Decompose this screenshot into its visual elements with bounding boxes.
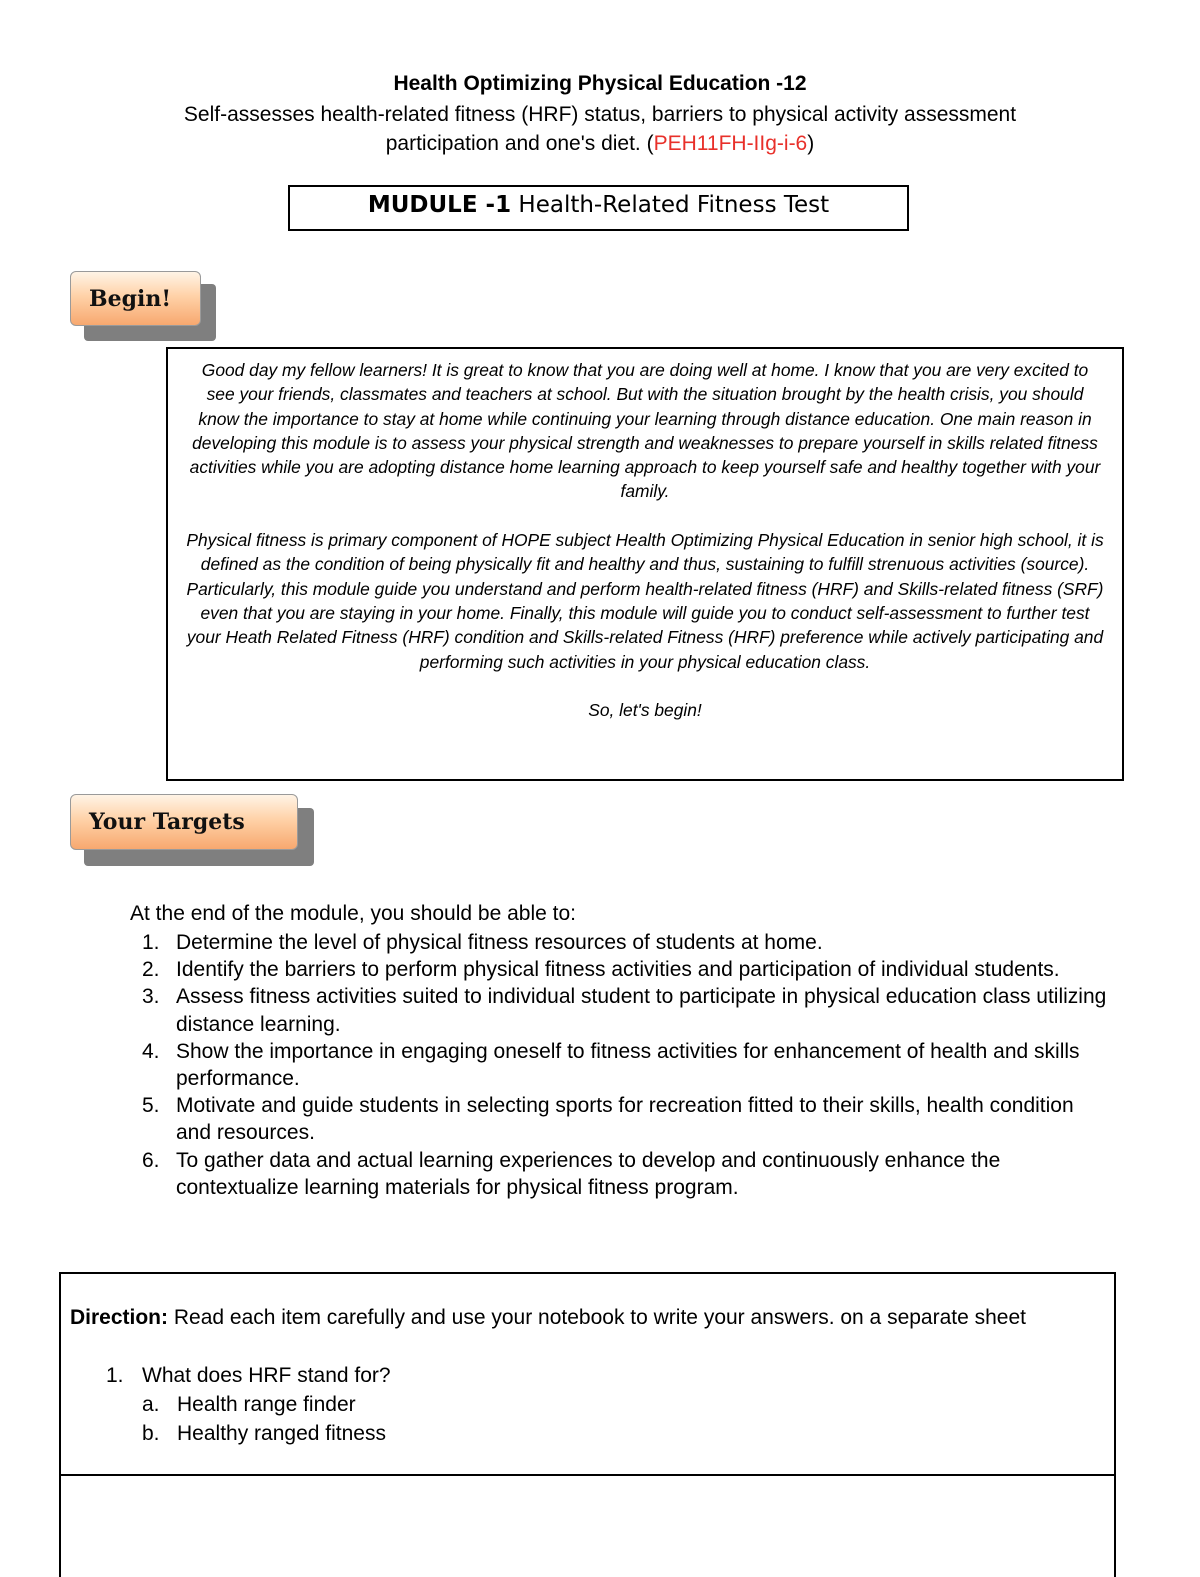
target-item [130,983,1110,1037]
target-number: 5. [142,1094,160,1118]
subtitle-line-1: Self-assesses health-related fitness (HRF) status, barriers to physical activity assessment [183,103,1017,126]
subtitle-line-2 [100,129,1100,158]
target-number: 2. [142,958,160,982]
target-number: 3. [142,985,160,1009]
intro-paragraph-2: Physical fitness is primary component of HOPE subject Health Optimizing Physical Education in senior high school, it is defined as the condition of being physically fit and healthy and thus, sustaining to fulfill strenuous activities (source). Particularly, this module guide you understand and perform health-related fitness (HRF) and Skills-related fitness (SRF) even that you are staying in your home. Finally, this module will guide you to conduct self-assessment to further test your Heath Related Fitness (HRF) condition and Skills-related Fitness (HRF) preference while actively participating and performing such activities in your physical education class. [186,530,1104,672]
document-title: Health Optimizing Physical Education -12 [393,72,807,95]
target-text: To gather data and actual learning experiences to develop and continuously enhance the contextualize learning materials for physical fitness program. [176,1148,1001,1199]
direction-body: Read each item carefully and use your notebook to write your answers. on a separate sheet [168,1306,1027,1329]
module-title: Health-Related Fitness Test [518,192,830,218]
question-item [70,1362,1104,1391]
option-text: Health range finder [177,1393,356,1416]
target-text: Determine the level of physical fitness resources of students at home. [176,931,823,954]
target-item [130,1092,1110,1146]
direction-box-bottom-border [59,1474,1116,1476]
module-title-box [288,185,909,231]
option-letter: a. [142,1393,160,1416]
targets-tag [70,794,298,850]
direction-box [59,1272,1116,1577]
question-number: 1. [106,1364,124,1387]
answer-option [70,1420,1104,1449]
target-number: 1. [142,931,160,954]
target-number: 4. [142,1039,160,1063]
option-text: Healthy ranged fitness [177,1422,386,1445]
question-text: What does HRF stand for? [142,1364,391,1387]
question-block [70,1362,1104,1449]
subtitle-line-2-text: participation and one's diet. ( [385,132,654,155]
target-item [130,1038,1110,1092]
option-letter: b. [142,1422,160,1445]
subtitle-line-2-close: ) [807,132,815,155]
target-item [130,1147,1110,1201]
intro-closing: So, let's begin! [588,700,702,721]
begin-tag [70,271,201,326]
direction-text [70,1304,1104,1332]
targets-tag-label: Your Targets [89,809,245,835]
targets-lead: At the end of the module, you should be able to: [130,902,576,925]
answer-option [70,1391,1104,1420]
target-item [130,929,1110,956]
target-text: Motivate and guide students in selecting sports for recreation fitted to their skills, health condition and resources. [176,1094,1074,1145]
module-label: MUDULE -1 [367,192,512,218]
begin-tag-label: Begin! [89,285,171,312]
intro-paragraph-1: Good day my fellow learners! It is great to know that you are doing well at home. I know that you are very excited to see your friends, classmates and teachers at school. But with the situation brought by the health crisis, you should know the importance to stay at home while continuing your learning through distance education. One main reason in developing this module is to assess your physical strength and weaknesses to prepare yourself in skills related fitness activities while you are adopting distance home learning approach to keep yourself safe and healthy together with your family. [189,360,1101,502]
target-text: Assess fitness activities suited to individual student to participate in physical education class utilizing distance learning. [176,985,1107,1036]
document-subtitle [100,100,1100,158]
competency-code: PEH11FH-IIg-i-6 [653,132,808,155]
target-text: Show the importance in engaging oneself to fitness activities for enhancement of health and skills performance. [176,1039,1080,1091]
direction-label: Direction: [70,1306,169,1329]
intro-message-box [166,347,1124,781]
targets-list [130,929,1110,1201]
target-number: 6. [142,1148,160,1172]
target-item [130,956,1110,983]
target-text: Identify the barriers to perform physical fitness activities and participation of individual students. [176,958,1060,982]
